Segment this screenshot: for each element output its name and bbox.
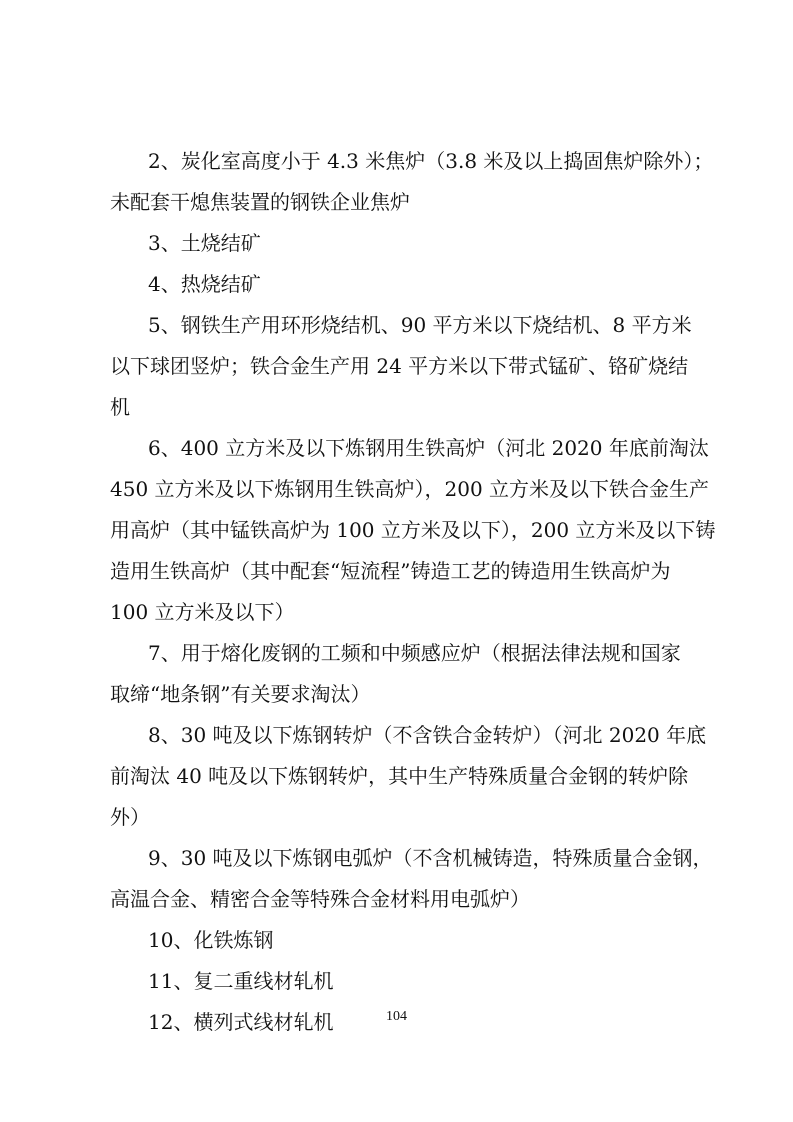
list-item-9 <box>110 838 713 920</box>
text-line: 7、用于熔化废钢的工频和中频感应炉（根据法律法规和国家 <box>148 641 681 665</box>
text-line: 取缔“地条钢”有关要求淘汰） <box>110 682 371 706</box>
text-line: 造用生铁高炉（其中配套“短流程”铸造工艺的铸造用生铁高炉为 <box>110 559 671 583</box>
text-line: 5、钢铁生产用环形烧结机、90 平方米以下烧结机、8 平方米 <box>148 313 692 337</box>
text-line: 以下球团竖炉；铁合金生产用 24 平方米以下带式锰矿、铬矿烧结 <box>110 354 689 378</box>
text-line: 外） <box>110 805 150 829</box>
text-line: 未配套干熄焦装置的钢铁企业焦炉 <box>110 190 410 214</box>
text-line: 10、化铁炼钢 <box>148 928 274 952</box>
text-line: 3、土烧结矿 <box>148 231 261 255</box>
list-item-7 <box>110 633 690 715</box>
list-item-11 <box>110 961 690 1002</box>
text-line: 8、30 吨及以下炼钢转炉（不含铁合金转炉）（河北 2020 年底 <box>148 723 707 747</box>
text-line: 450 立方米及以下炼钢用生铁高炉），200 立方米及以下铁合金生产 <box>110 477 710 501</box>
list-item-6 <box>110 428 716 633</box>
text-line: 2、炭化室高度小于 4.3 米焦炉（3.8 米及以上捣固焦炉除外）； <box>148 149 714 173</box>
list-item-4 <box>110 264 690 305</box>
document-body <box>110 141 716 1043</box>
list-item-5 <box>110 305 690 428</box>
list-item-3 <box>110 223 690 264</box>
list-item-8 <box>110 715 707 838</box>
text-line: 机 <box>110 395 130 419</box>
list-item-2 <box>110 141 714 223</box>
text-line: 用高炉（其中锰铁高炉为 100 立方米及以下），200 立方米及以下铸 <box>110 518 716 542</box>
list-item-10 <box>110 920 690 961</box>
text-line: 6、400 立方米及以下炼钢用生铁高炉（河北 2020 年底前淘汰 <box>148 436 709 460</box>
text-line: 前淘汰 40 吨及以下炼钢转炉，其中生产特殊质量合金钢的转炉除 <box>110 764 689 788</box>
text-line: 高温合金、精密合金等特殊合金材料用电弧炉） <box>110 887 530 911</box>
text-line: 12、横列式线材轧机 <box>148 1010 334 1034</box>
text-line: 100 立方米及以下） <box>110 600 295 624</box>
text-line: 4、热烧结矿 <box>148 272 261 296</box>
text-line: 11、复二重线材轧机 <box>148 969 334 993</box>
text-line: 9、30 吨及以下炼钢电弧炉（不含机械铸造，特殊质量合金钢， <box>148 846 713 870</box>
page-number: 104 <box>386 1009 407 1024</box>
